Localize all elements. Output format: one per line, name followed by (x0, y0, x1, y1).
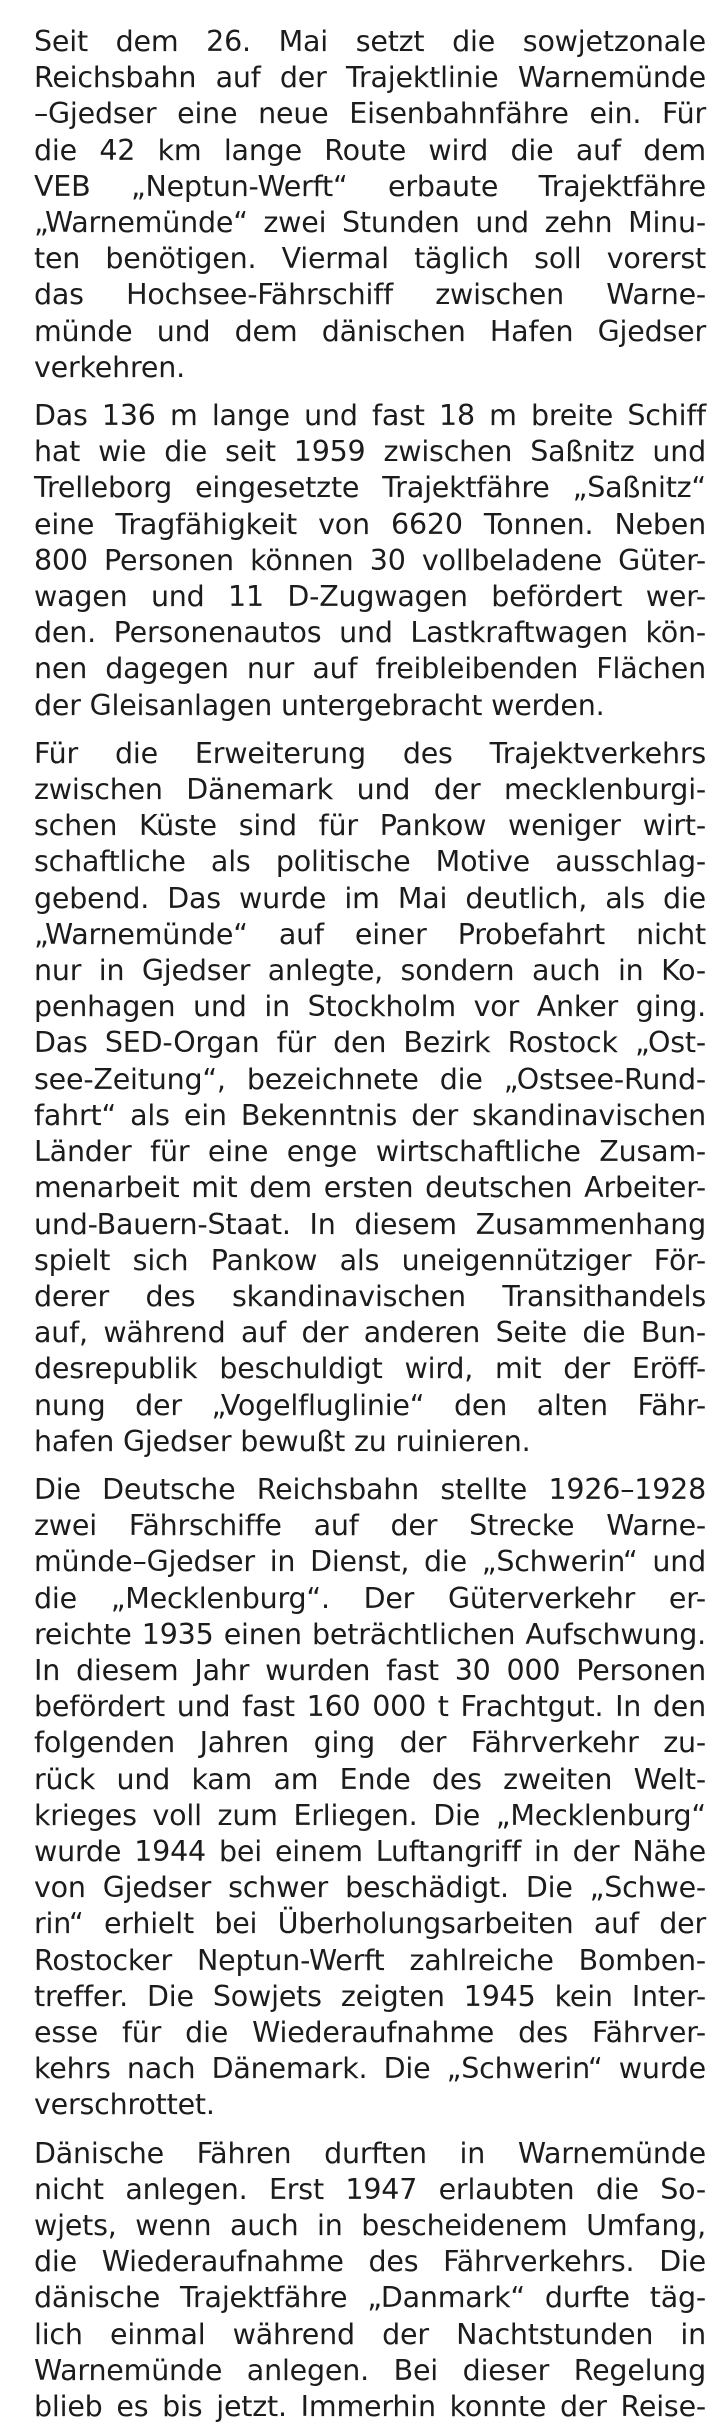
text-line: nicht anlegen. Erst 1947 erlaubten die So- (34, 2172, 706, 2206)
paragraph-3 (34, 736, 706, 1460)
text-line: desrepublik beschuldigt wird, mit der Eröff- (34, 1352, 706, 1386)
text-line: rin“ erhielt bei Überholungsarbeiten auf der (34, 1907, 706, 1941)
text-line: „Warnemünde“ auf einer Probefahrt nicht (34, 917, 706, 951)
text-line: Trelleborg eingesetzte Trajektfähre „Saßnitz“ (34, 471, 706, 505)
text-line: befördert und fast 160 000 t Frachtgut. In den (34, 1690, 706, 1724)
paragraph-gap (34, 386, 706, 398)
text-line: nung der „Vogelfluglinie“ den alten Fähr- (34, 1388, 706, 1422)
text-line: kehrs nach Dänemark. Die „Schwerin“ wurde (34, 2052, 706, 2086)
text-line: zwei Fährschiffe auf der Strecke Warne- (34, 1509, 706, 1543)
text-line: see-Zeitung“, bezeichnete die „Ostsee-Rund- (34, 1062, 706, 1096)
text-line: Die Deutsche Reichsbahn stellte 1926–1928 (34, 1472, 706, 1506)
text-line: eine Tragfähigkeit von 6620 Tonnen. Neben (34, 507, 706, 541)
text-line: Reichsbahn auf der Trajektlinie Warnemünde (34, 61, 706, 95)
text-line: münde–Gjedser in Dienst, die „Schwerin“ und (34, 1545, 706, 1579)
paragraph-2 (34, 398, 706, 724)
text-line: Seit dem 26. Mai setzt die sowjetzonale (34, 25, 706, 58)
text-line: rück und kam am Ende des zweiten Welt- (34, 1762, 706, 1796)
text-line: 800 Personen können 30 vollbeladene Güter- (34, 543, 706, 577)
paragraph-gap (34, 2124, 706, 2136)
paragraph-5 (34, 2136, 706, 2425)
text-line: Warnemünde anlegen. Bei dieser Regelung (34, 2353, 706, 2387)
text-line: ten benötigen. Viermal täglich soll vorerst (34, 242, 706, 276)
text-line: das Hochsee-Fährschiff zwischen Warne- (34, 278, 706, 312)
paragraph-1 (34, 24, 706, 386)
text-line: schaftliche als politische Motive ausschlag- (34, 845, 706, 879)
text-line: nur in Gjedser anlegte, sondern auch in Ko- (34, 954, 706, 988)
text-line: gebend. Das wurde im Mai deutlich, als die (34, 881, 706, 915)
text-line: schen Küste sind für Pankow weniger wirt- (34, 809, 706, 843)
text-line: reichte 1935 einen beträchtlichen Aufschwung. (34, 1617, 706, 1651)
text-line: den. Personenautos und Lastkraftwagen kön- (34, 616, 706, 650)
text-line: münde und dem dänischen Hafen Gjedser (34, 314, 706, 348)
text-line: krieges voll zum Erliegen. Die „Mecklenburg“ (34, 1798, 706, 1832)
text-line: Das SED-Organ für den Bezirk Rostock „Ost- (34, 1026, 706, 1060)
text-line: Rostocker Neptun-Werft zahlreiche Bomben- (34, 1943, 706, 1977)
text-line: Dänische Fähren durften in Warnemünde (34, 2136, 706, 2170)
text-line: auf, während auf der anderen Seite die Bun- (34, 1316, 706, 1350)
paragraph-gap (34, 1460, 706, 1472)
text-line: Für die Erweiterung des Trajektverkehrs (34, 736, 706, 770)
text-line: und-Bauern-Staat. In diesem Zusammenhang (34, 1207, 706, 1241)
text-line: der Gleisanlagen untergebracht werden. (34, 688, 605, 722)
text-line: verschrottet. (34, 2088, 215, 2122)
text-line: spielt sich Pankow als uneigennütziger För- (34, 1243, 706, 1277)
text-line: zwischen Dänemark und der mecklenburgi- (34, 773, 706, 807)
text-line: wjets, wenn auch in bescheidenem Umfang, (34, 2208, 706, 2242)
text-line: blieb es bis jetzt. Immerhin konnte der Reise- (34, 2390, 706, 2423)
text-line: verkehren. (34, 350, 185, 384)
text-line: die Wiederaufnahme des Fährverkehrs. Die (34, 2245, 706, 2279)
text-line: Das 136 m lange und fast 18 m breite Schiff (34, 399, 706, 433)
text-line: penhagen und in Stockholm vor Anker ging. (34, 990, 706, 1024)
text-line: VEB „Neptun-Werft“ erbaute Trajektfähre (34, 169, 706, 203)
paragraph-4 (34, 1472, 706, 2124)
text-line: folgenden Jahren ging der Fährverkehr zu- (34, 1726, 706, 1760)
text-line: treffer. Die Sowjets zeigten 1945 kein Inter- (34, 1979, 706, 2013)
text-line: hafen Gjedser bewußt zu ruinieren. (34, 1424, 531, 1458)
text-line: Länder für eine enge wirtschaftliche Zusam- (34, 1135, 706, 1169)
text-line: von Gjedser schwer beschädigt. Die „Schwe- (34, 1871, 706, 1905)
text-line: wagen und 11 D-Zugwagen befördert wer- (34, 580, 706, 614)
paragraph-gap (34, 724, 706, 736)
text-line: wurde 1944 bei einem Luftangriff in der Nähe (34, 1834, 706, 1868)
text-line: „Warnemünde“ zwei Stunden und zehn Minu- (34, 206, 706, 240)
text-line: –Gjedser eine neue Eisenbahnfähre ein. Für (34, 97, 706, 131)
text-line: die „Mecklenburg“. Der Güterverkehr er- (34, 1581, 706, 1615)
text-line: hat wie die seit 1959 zwischen Saßnitz und (34, 435, 706, 469)
text-line: menarbeit mit dem ersten deutschen Arbeiter- (34, 1171, 706, 1205)
text-line: In diesem Jahr wurden fast 30 000 Personen (34, 1653, 706, 1687)
text-line: nen dagegen nur auf freibleibenden Flächen (34, 652, 706, 686)
text-line: derer des skandinavischen Transithandels (34, 1279, 706, 1313)
text-line: fahrt“ als ein Bekenntnis der skandinavischen (34, 1098, 706, 1132)
text-line: dänische Trajektfähre „Danmark“ durfte täg- (34, 2281, 706, 2315)
text-line: esse für die Wiederaufnahme des Fährver- (34, 2015, 706, 2049)
text-line: die 42 km lange Route wird die auf dem (34, 133, 706, 167)
text-line: lich einmal während der Nachtstunden in (34, 2317, 706, 2351)
